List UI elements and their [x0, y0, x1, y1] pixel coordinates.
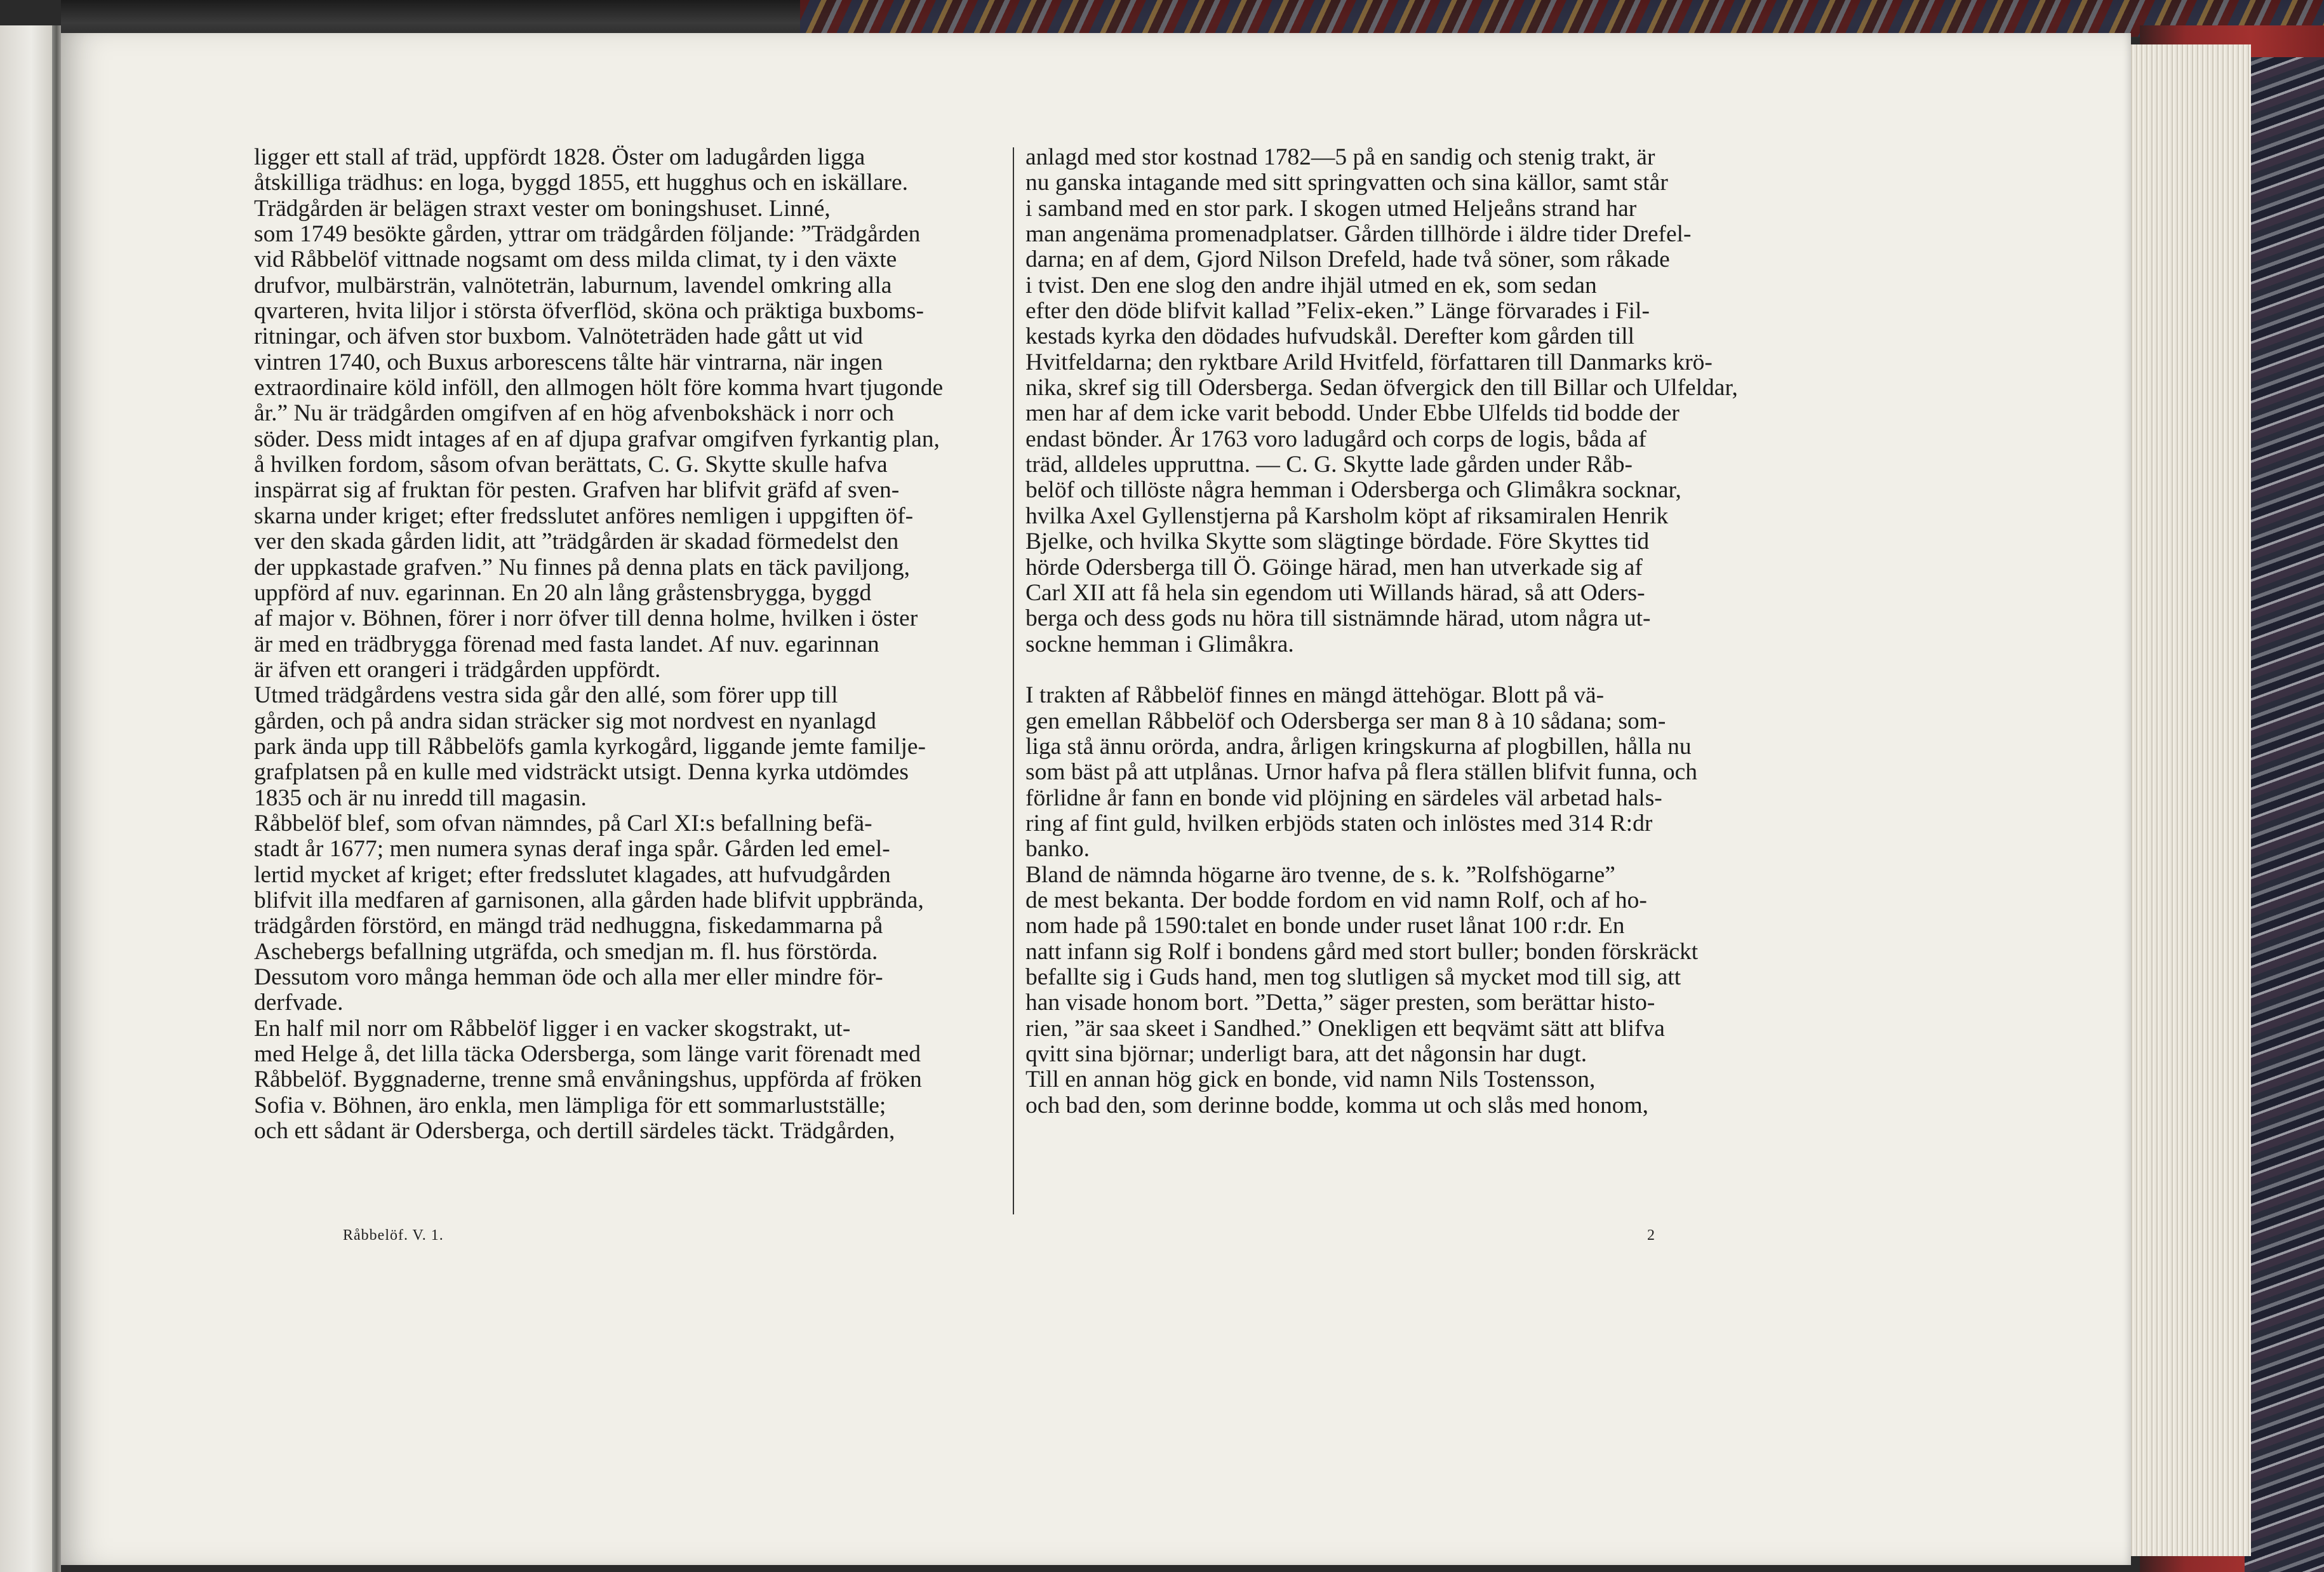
text-line: park ända upp till Råbbelöfs gamla kyrkogård, liggande jemte familje-: [254, 734, 926, 760]
column-divider: [1013, 147, 1014, 1214]
text-line: Utmed trädgårdens vestra sida går den allé, som förer upp till: [254, 683, 838, 709]
text-line: men har af dem icke varit bebodd. Under Ebbe Ulfelds tid bodde der: [1025, 401, 1680, 427]
text-line: nika, skref sig till Odersberga. Sedan öfvergick den till Billar och Ulfeldar,: [1025, 375, 1738, 401]
text-line: och bad den, som derinne bodde, komma ut och slås med honom,: [1025, 1092, 1649, 1119]
text-line: anlagd med stor kostnad 1782—5 på en sandig och stenig trakt, är: [1025, 145, 1655, 170]
text-line: trädgården förstörd, en mängd träd nedhuggna, fiskedammarna på: [254, 913, 883, 939]
text-line: ring af fint guld, hvilken erbjöds staten och inlöstes med 314 R:dr: [1025, 810, 1653, 836]
marbled-board-edge: [2245, 57, 2324, 1572]
text-line: drufvor, mulbärsträn, valnöteträn, laburnum, lavendel omkring alla: [254, 272, 892, 299]
text-line: sockne hemman i Glimåkra.: [1025, 631, 1294, 657]
text-line: efter den döde blifvit kallad ”Felix-eken.” Länge förvarades i Fil-: [1025, 299, 1650, 325]
page-stack-edge: [2124, 44, 2251, 1556]
text-line: stadt år 1677; men numera synas deraf inga spår. Gården led emel-: [254, 836, 890, 863]
text-line: förlidne år fann en bonde vid plöjning en särdeles väl arbetad hals-: [1025, 785, 1662, 811]
text-line: som 1749 besökte gården, yttrar om trädgården följande: ”Trädgården: [254, 222, 921, 248]
text-line: extraordinaire köld inföll, den allmogen hölt före komma hvart tjugonde: [254, 375, 944, 401]
text-line: blifvit illa medfaren af garnisonen, alla gården hade blifvit uppbrända,: [254, 887, 924, 913]
text-line: derfvade.: [254, 990, 344, 1016]
text-line: hörde Odersberga till Ö. Göinge härad, men han utverkade sig af: [1025, 554, 1643, 581]
text-line: är äfven ett orangeri i trädgården uppfördt.: [254, 657, 661, 683]
text-line: inspärrat sig af fruktan för pesten. Grafven har blifvit gräfd af sven-: [254, 478, 900, 504]
text-line: Råbbelöf. Byggnaderne, trenne små envåningshus, uppförda af fröken: [254, 1067, 922, 1093]
text-line: gen emellan Råbbelöf och Odersberga ser man 8 à 10 sådana; som-: [1025, 708, 1666, 734]
text-line: ligger ett stall af träd, uppfördt 1828. Öster om ladugården ligga: [254, 145, 865, 170]
text-line: En half mil norr om Råbbelöf ligger i en vacker skogstrakt, ut-: [254, 1016, 851, 1042]
text-line: hvilka Axel Gyllenstjerna på Karsholm köpt af riksamiralen Henrik: [1025, 503, 1669, 529]
text-line: qvitt sina björnar; underligt bara, att det någonsin har dugt.: [1025, 1042, 1587, 1068]
text-line: i samband med en stor park. I skogen utmed Heljeåns strand har: [1025, 196, 1637, 222]
text-line: I trakten af Råbbelöf finnes en mängd ättehögar. Blott på vä-: [1025, 683, 1605, 709]
right-text-column: [1025, 145, 1772, 1119]
text-line: Råbbelöf blef, som ofvan nämndes, på Carl XI:s befallning befä-: [254, 810, 872, 836]
text-line: Bland de nämnda högarne äro tvenne, de s. k. ”Rolfshögarne”: [1025, 862, 1615, 888]
text-line: lertid mycket af kriget; efter fredsslutet klagades, att hufvudgården: [254, 862, 891, 888]
text-line: som bäst på att utplånas. Urnor hafva på flera ställen blifvit funna, och: [1025, 760, 1698, 786]
text-line: rien, ”är saa skeet i Sandhed.” Onekligen ett beqvämt sätt att blifva: [1025, 1016, 1665, 1042]
text-line: Hvitfeldarna; den ryktbare Arild Hvitfeld, författaren till Danmarks krö-: [1025, 349, 1713, 375]
text-line: natt infann sig Rolf i bondens gård med stort buller; bonden förskräckt: [1025, 939, 1699, 965]
text-line: befallte sig i Guds hand, men tog slutligen så mycket mod till sig, att: [1025, 965, 1681, 990]
text-line: Trädgården är belägen straxt vester om boningshuset. Linné,: [254, 196, 831, 222]
text-line: de mest bekanta. Der bodde fordom en vid namn Rolf, och af ho-: [1025, 887, 1647, 913]
text-line: Carl XII att få hela sin egendom uti Willands härad, så att Oders-: [1025, 580, 1645, 606]
text-line: der uppkastade grafven.” Nu finnes på denna plats en täck paviljong,: [254, 554, 910, 581]
text-line: år.” Nu är trädgården omgifven af en hög afvenbokshäck i norr och: [254, 401, 894, 427]
text-line: träd, alldeles uppruttna. — C. G. Skytte lade gården under Råb-: [1025, 452, 1633, 478]
text-line: Sofia v. Böhnen, äro enkla, men lämpliga för ett sommarlustställe;: [254, 1092, 886, 1119]
text-line: grafplatsen på en kulle med vidsträckt utsigt. Denna kyrka utdömdes: [254, 760, 909, 786]
text-line: med Helge å, det lilla täcka Odersberga, som länge varit förenadt med: [254, 1042, 921, 1068]
text-line: gården, och på andra sidan sträcker sig mot nordvest en nyanlagd: [254, 708, 876, 734]
text-line: och ett sådant är Odersberga, och dertill särdeles täckt. Trädgården,: [254, 1119, 895, 1145]
text-line: Till en annan hög gick en bonde, vid namn Nils Tostensson,: [1025, 1067, 1596, 1093]
text-line: vintren 1740, och Buxus arborescens tålte här vintrarna, när ingen: [254, 349, 883, 375]
text-line: man angenäma promenadplatser. Gården tillhörde i äldre tider Drefel-: [1025, 222, 1692, 248]
text-line: uppförd af nuv. egarinnan. En 20 aln lång gråstensbrygga, byggd: [254, 580, 872, 606]
text-line: ritningar, och äfven stor buxbom. Valnöteträden hade gått ut vid: [254, 324, 864, 350]
text-line: kestads kyrka den dödades hufvudskål. Derefter kom gården till: [1025, 324, 1635, 350]
marbled-endpaper: [800, 0, 2324, 37]
text-line: liga stå ännu orörda, andra, årligen kringskurna af plogbillen, hålla nu: [1025, 734, 1692, 760]
text-line: är med en trädbrygga förenad med fasta landet. Af nuv. egarinnan: [254, 631, 879, 657]
text-line: Aschebergs befallning utgräfda, och smedjan m. fl. hus förstörda.: [254, 939, 878, 965]
text-line: åtskilliga trädhus: en loga, byggd 1855, ett hugghus och en iskällare.: [254, 170, 909, 196]
text-line: han visade honom bort. ”Detta,” säger presten, som berättar histo-: [1025, 990, 1655, 1016]
left-text-column: [254, 145, 1000, 1144]
page-number: 2: [1647, 1227, 1655, 1244]
text-line: vid Råbbelöf vittnade nogsamt om dess milda climat, ty i den växte: [254, 247, 897, 273]
text-line: darna; en af dem, Gjord Nilson Drefeld, hade två söner, som råkade: [1025, 247, 1670, 273]
left-page-edge: [0, 25, 57, 1572]
text-line: å hvilken fordom, såsom ofvan berättats, C. G. Skytte skulle hafva: [254, 452, 888, 478]
text-line: nom hade på 1590:talet en bonde under ruset lånat 100 r:dr. En: [1025, 913, 1625, 939]
text-line: Bjelke, och hvilka Skytte som slägtinge bördade. Före Skyttes tid: [1025, 529, 1650, 555]
text-line: berga och dess gods nu höra till sistnämnde härad, utom några ut-: [1025, 606, 1651, 632]
text-line: endast bönder. År 1763 voro ladugård och corps de logis, båda af: [1025, 426, 1646, 452]
text-line: söder. Dess midt intages af en af djupa grafvar omgifven fyrkantig plan,: [254, 426, 940, 452]
text-line: Dessutom voro många hemman öde och alla mer eller mindre för-: [254, 965, 883, 990]
text-line: ver den skada gården lidit, att ”trädgården är skadad förmedelst den: [254, 529, 899, 555]
text-line: belöf och tillöste några hemman i Odersberga och Glimåkra socknar,: [1025, 478, 1681, 504]
text-line: banko.: [1025, 836, 1090, 863]
paragraph-gap: [1025, 657, 1772, 683]
page-signature: Råbbelöf. V. 1.: [343, 1227, 444, 1244]
text-line: nu ganska intagande med sitt springvatten och sina källor, samt står: [1025, 170, 1668, 196]
text-line: skarna under kriget; efter fredsslutet anföres nemligen i uppgiften öf-: [254, 503, 914, 529]
text-line: i tvist. Den ene slog den andre ihjäl utmed en ek, som sedan: [1025, 272, 1597, 299]
text-line: af major v. Böhnen, förer i norr öfver till denna holme, hvilken i öster: [254, 606, 918, 632]
book-gutter: [52, 25, 61, 1572]
text-line: qvarteren, hvita liljor i största öfverflöd, sköna och präktiga buxboms-: [254, 299, 924, 325]
text-line: 1835 och är nu inredd till magasin.: [254, 785, 587, 811]
